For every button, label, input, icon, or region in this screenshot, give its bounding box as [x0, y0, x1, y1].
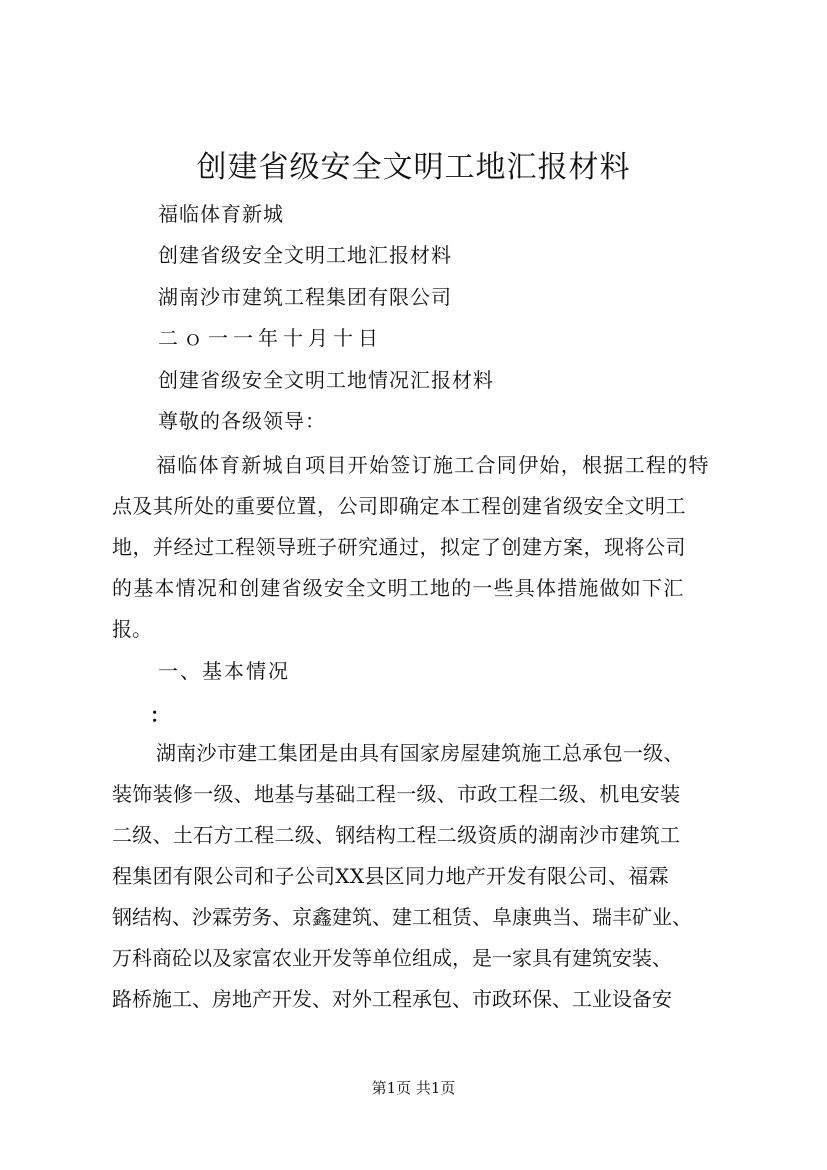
- report-subtitle: 创建省级安全文明工地汇报材料: [158, 243, 452, 267]
- section-heading: 一、基本情况: [158, 659, 290, 683]
- paragraph-line: 报。: [112, 617, 152, 641]
- paragraph-line: 二级、土石方工程二级、钢结构工程二级资质的湖南沙市建筑工: [112, 823, 681, 847]
- document-title: 创建省级安全文明工地汇报材料: [196, 150, 631, 185]
- report-heading: 创建省级安全文明工地情况汇报材料: [158, 368, 494, 392]
- company-name: 湖南沙市建筑工程集团有限公司: [158, 285, 452, 309]
- paragraph-line: 程集团有限公司和子公司XX县区同力地产开发有限公司、福霖: [112, 864, 669, 888]
- paragraph-line: 万科商砼以及家富农业开发等单位组成，是一家具有建筑安装、: [112, 946, 672, 970]
- paragraph-line: 福临体育新城自项目开始签订施工合同伊始，根据工程的特: [156, 453, 710, 477]
- salutation: 尊敬的各级领导：: [158, 409, 326, 433]
- paragraph-line: 钢结构、沙霖劳务、京鑫建筑、建工租赁、阜康典当、瑞丰矿业、: [112, 905, 692, 929]
- paragraph-line: 路桥施工、房地产开发、对外工程承包、市政环保、工业设备安: [112, 987, 672, 1011]
- intro-paragraph: [112, 445, 740, 650]
- company-paragraph: [112, 733, 740, 1020]
- paragraph-line: 湖南沙市建工集团是由具有国家房屋建筑施工总承包一级、: [156, 741, 684, 765]
- paragraph-line: 装饰装修一级、地基与基础工程一级、市政工程二级、机电安装: [112, 782, 681, 806]
- project-name: 福临体育新城: [158, 202, 284, 226]
- report-date: 二ｏ一一年十月十日: [158, 326, 383, 350]
- paragraph-line: 点及其所处的重要位置，公司即确定本工程创建省级安全文明工: [112, 494, 686, 518]
- section-colon: ：: [150, 703, 170, 727]
- paragraph-line: 地，并经过工程领导班子研究通过，拟定了创建方案，现将公司: [112, 535, 686, 559]
- page-footer: 第1页 共1页: [371, 1079, 456, 1097]
- paragraph-line: 的基本情况和创建省级安全文明工地的一些具体措施做如下汇: [112, 576, 685, 600]
